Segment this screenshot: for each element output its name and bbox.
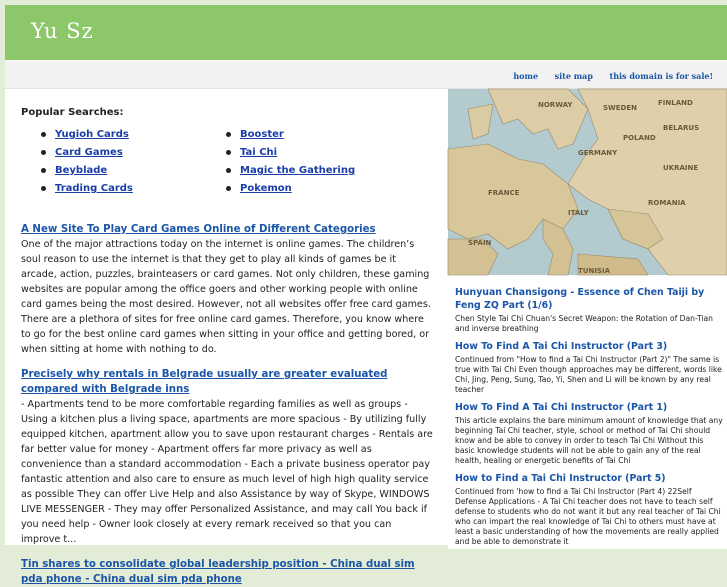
bullet-icon [226,150,231,155]
main-content [5,89,445,585]
sidebar-article [455,401,723,466]
sidebar-article [455,472,723,547]
map-label: UKRAINE [663,164,699,172]
list-item [41,145,226,160]
list-item [41,181,226,196]
map-label: TUNISIA [578,267,610,275]
europe-map-image [448,89,727,275]
popular-searches-title: Popular Searches: [21,107,124,118]
sidebar-article [455,340,723,395]
article-title-link[interactable]: Precisely why rentals in Belgrade usually are greater evaluated compared with Belgrade inns [21,369,388,395]
bullet-icon [41,132,46,137]
bullet-icon [226,186,231,191]
sidebar-article-body: This article explains the bare minimum amount of knowledge that any beginning Tai Chi teacher, style, school or method of Tai Chi should know and be able to convey in order to teach Tai Chi Without this basic knowledge students will not be able to gain any of the real health, healing or energetic benefits of Tai Chi [455,416,723,465]
map-label: SPAIN [468,239,492,247]
popular-link-pokemon[interactable]: Pokemon [240,183,292,194]
sidebar [448,89,727,549]
nav-sale-link[interactable]: this domain is for sale! [609,71,713,81]
nav-home-link[interactable]: home [513,71,539,81]
map-label: FRANCE [488,189,520,197]
popular-link-beyblade[interactable]: Beyblade [55,165,108,176]
article [21,222,433,357]
site-header [5,5,727,60]
map-label: SWEDEN [603,104,637,112]
page-frame [5,5,727,585]
map-label: POLAND [623,134,656,142]
bullet-icon [41,186,46,191]
list-item [226,181,426,196]
bullet-icon [226,132,231,137]
map-label: NORWAY [538,101,573,109]
nav-sitemap-link[interactable]: site map [554,71,593,81]
map-label: GERMANY [578,149,618,157]
popular-link-trading-cards[interactable]: Trading Cards [55,183,133,194]
sidebar-article [455,286,723,334]
list-item [41,163,226,178]
sidebar-article-title-link[interactable]: How To Find A Tai Chi Instructor (Part 3) [455,341,668,352]
sidebar-article-body: Continued from "How to find a Tai Chi Instructor (Part 2)" The same is true with Tai Chi Even though approaches may be different, words like Chi, Jing, Peng, Sung, Tao, Yi, Shen and Li will be known by any real teacher [455,355,722,394]
list-item [41,127,226,142]
list-item [226,163,426,178]
sidebar-article-title-link[interactable]: How To Find A Tai Chi Instructor (Part 1) [455,402,668,413]
article-body: One of the major attractions today on the internet is online games. The children’s soul reason to use the internet is that they get to play all kinds of games be it arcade, action, puzzles, brainteasers or card games. Not only children, these gaming websites are popular among the office goers and other working people with online card games being the most desired. However, not all websites offer free card games. There are a plethora of sites for free online card games. Therefore, you know where to go for the best online card games when sitting in your office and getting bored, or when sitting at home with nothing to do. [21,239,431,355]
map-label: ITALY [568,209,589,217]
popular-link-yugioh-cards[interactable]: Yugioh Cards [55,129,129,140]
list-item [226,127,426,142]
popular-link-card-games[interactable]: Card Games [55,147,123,158]
site-title[interactable]: Yu Sz [31,19,94,43]
map-label: ROMANIA [648,199,686,207]
article [21,557,433,587]
map-label: BELARUS [663,124,700,132]
article [21,367,433,547]
popular-link-booster[interactable]: Booster [240,129,284,140]
popular-link-magic-the-gathering[interactable]: Magic the Gathering [240,165,356,176]
sidebar-article-title-link[interactable]: How to Find a Tai Chi Instructor (Part 5) [455,473,666,484]
article-body: - Apartments tend to be more comfortable regarding families as well as groups - Using a kitchen plus a living space, apartments are more spacious - By utilizing fully equipped kitchen, apartment allow you to save upon restaurant charges - Rentals are far better value for money - Apartment offers far more privacy as well as convenience than a standard accommodation - Each a private business operator pay fantastic attention and also care to ensure as much level of high high quality service as possible They can offer Live Help and also Assistance by way of Skype, WINDOWS LIVE MESSENGER - They may offer Personalized Assistance, and may call You back if you need help - Owner look closely at every remark received so that you can improve t... [21,399,433,545]
list-item [226,145,426,160]
sidebar-article-title-link[interactable]: Hunyuan Chansigong - Essence of Chen Taiji by Feng ZQ Part (1/6) [455,287,705,311]
bullet-icon [41,150,46,155]
sidebar-article-body: Chen Style Tai Chi Chuan's Secret Weapon: the Rotation of Dan-Tian and inverse breathing [455,314,713,333]
bullet-icon [226,168,231,173]
sidebar-article-body: Continued from 'how to find a Tai Chi Instructor (Part 4) 22Self Defense Applications - A Tai Chi teacher does not have to teach self defense to students who do not want it but any real teacher of Tai Chi who can impart the real knowledge of Tai Chi to others must have at least a basic understanding of how the movements are really applied and be able to demonstrate it [455,487,721,546]
popular-searches-list [41,127,445,196]
bullet-icon [41,168,46,173]
top-navigation [5,60,727,89]
map-label: FINLAND [658,99,693,107]
sidebar-articles [455,286,723,553]
article-title-link[interactable]: Tin shares to consolidate global leadership position - China dual sim pda phone - China dual sim pda phone [21,559,415,585]
article-title-link[interactable]: A New Site To Play Card Games Online of Different Categories [21,224,376,235]
popular-link-tai-chi[interactable]: Tai Chi [240,147,278,158]
